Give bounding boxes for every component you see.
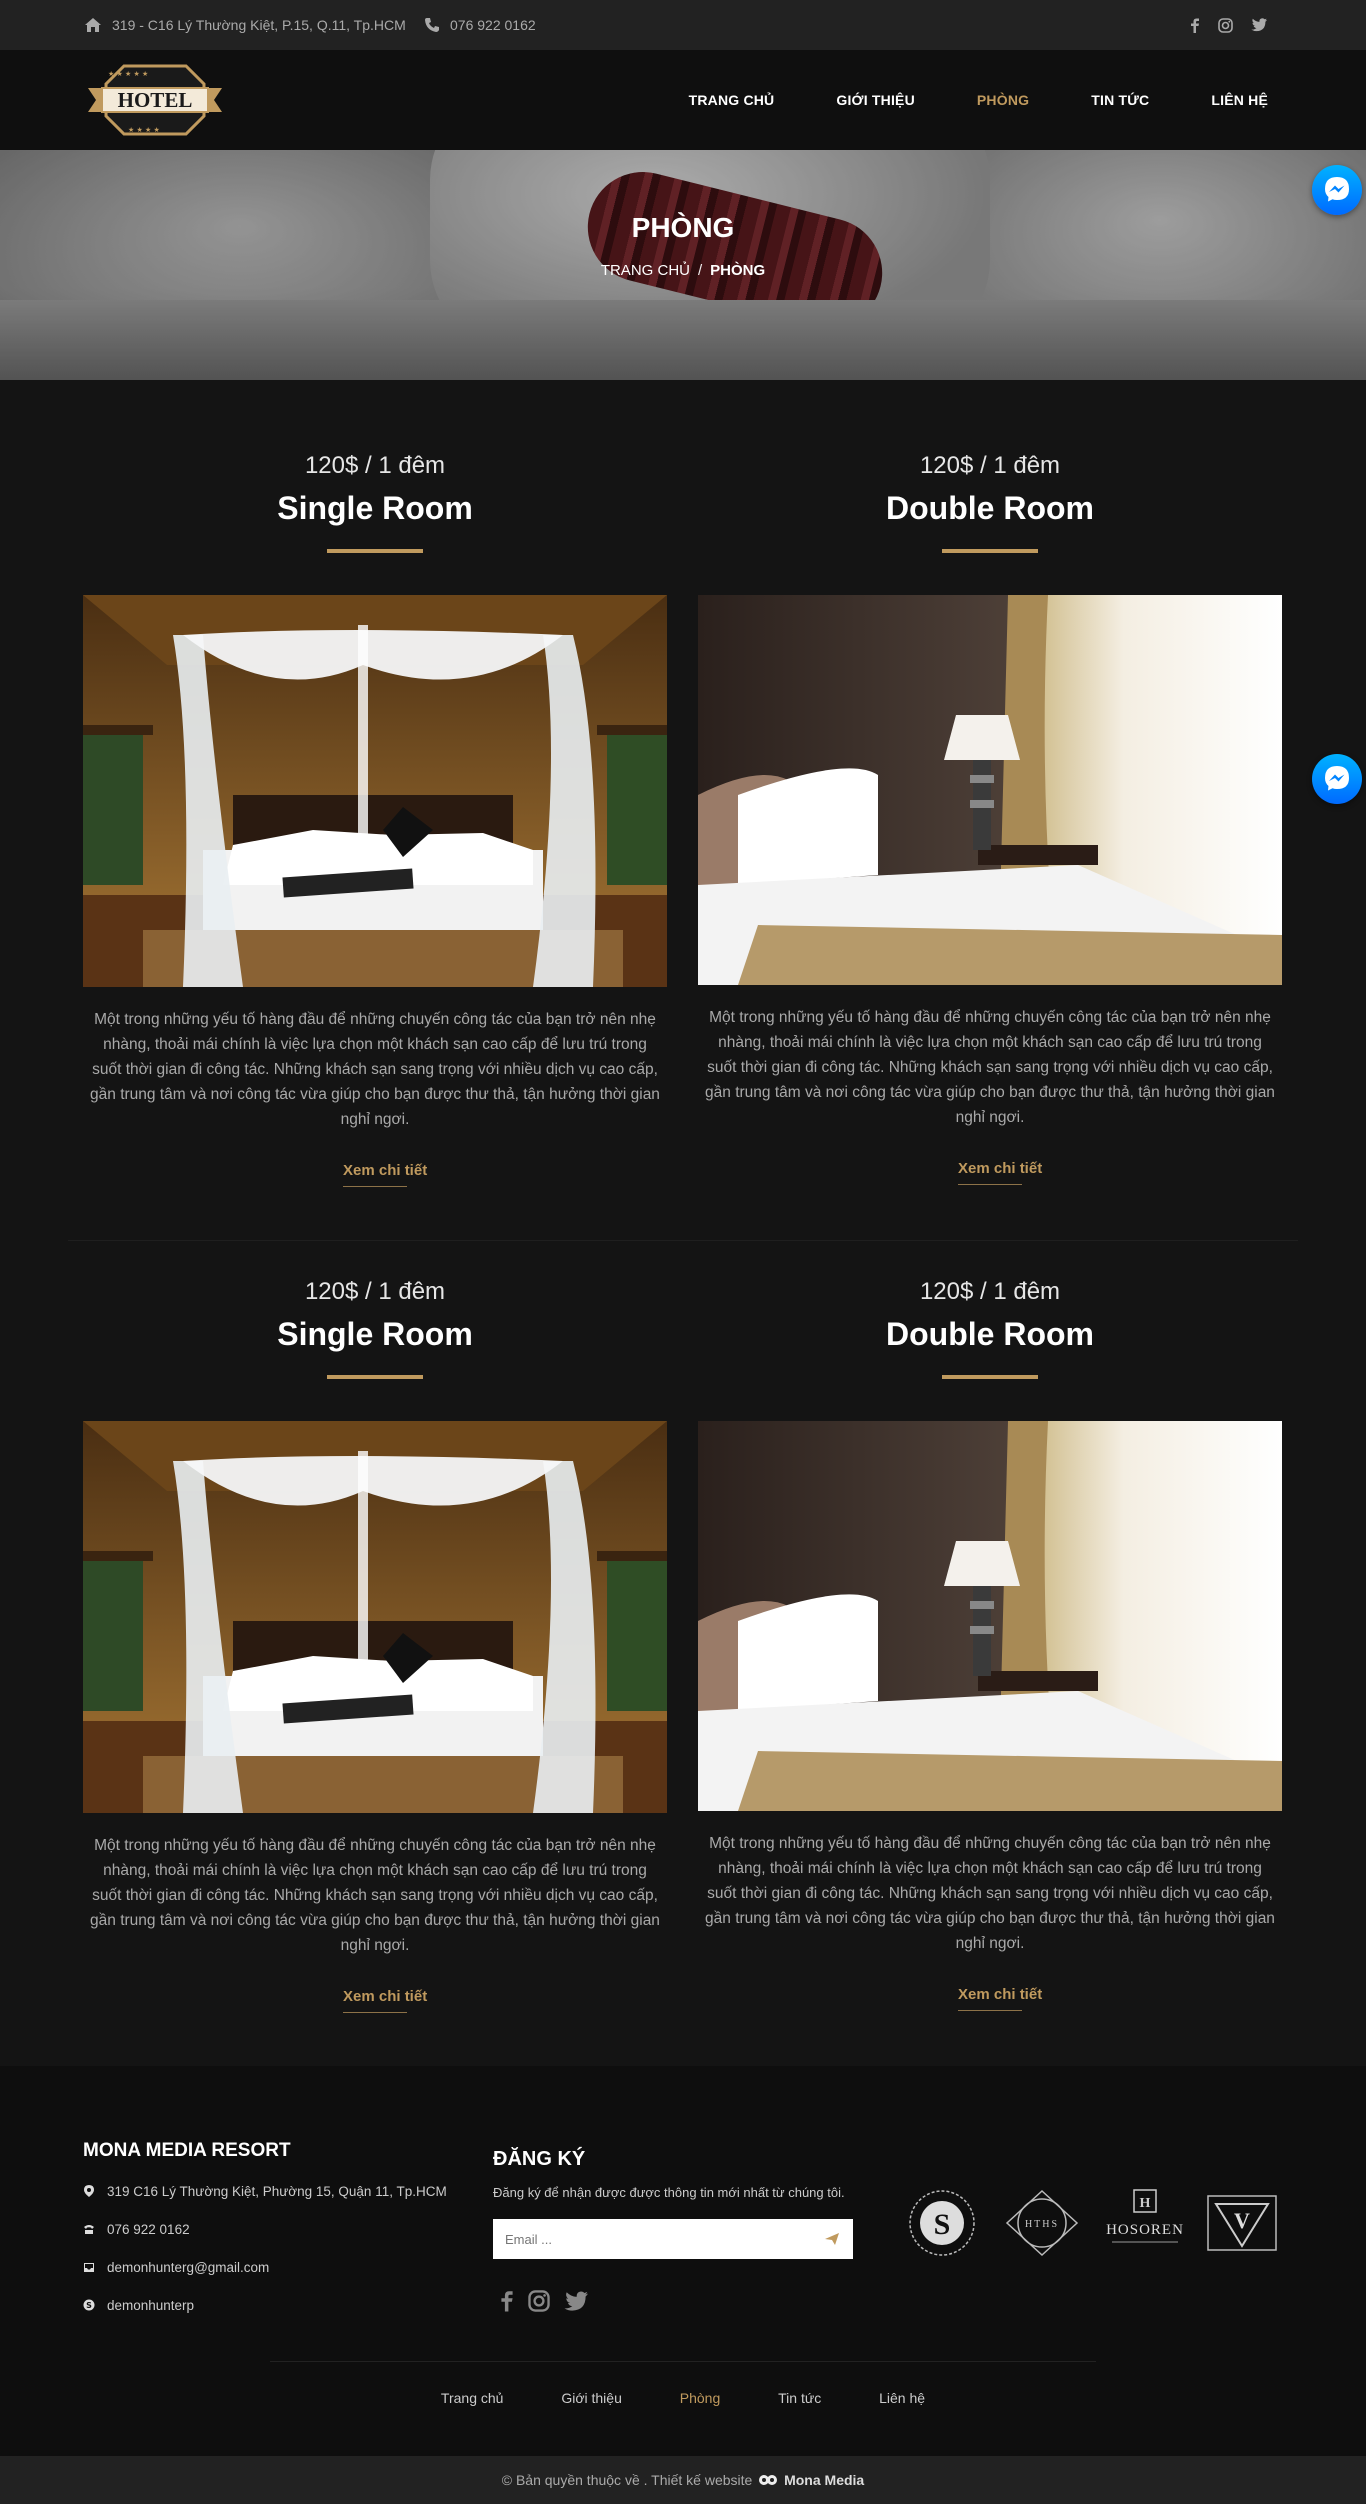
view-details-link[interactable]: Xem chi tiết <box>343 1988 428 2005</box>
main-nav <box>627 50 1268 150</box>
topbar-address: 319 - C16 Lý Thường Kiệt, P.15, Q.11, Tp.HCM <box>84 17 406 33</box>
footer-nav-trang-chu[interactable]: Trang chủ <box>440 2390 504 2406</box>
subscribe-title: ĐĂNG KÝ <box>493 2148 586 2170</box>
svg-text:★ ★ ★ ★: ★ ★ ★ ★ <box>128 126 160 134</box>
send-icon[interactable] <box>825 2233 839 2245</box>
twitter-icon[interactable] <box>1251 18 1267 32</box>
view-details-link[interactable]: Xem chi tiết <box>958 1160 1043 1177</box>
room-price: 120$ / 1 đêm <box>919 1278 1061 1305</box>
footer-phone: 076 922 0162 <box>83 2210 447 2248</box>
partner-logo-hths <box>1002 2188 1082 2263</box>
view-details-link[interactable]: Xem chi tiết <box>343 1162 428 1179</box>
breadcrumb-home[interactable]: TRANG CHỦ <box>600 262 690 279</box>
messenger-chat-button-2[interactable] <box>1312 754 1362 804</box>
hotel-logo[interactable] <box>88 62 222 138</box>
footer-nav <box>0 2390 1366 2406</box>
room-price: 120$ / 1 đêm <box>304 1278 446 1305</box>
room-price: 120$ / 1 đêm <box>304 452 446 479</box>
room-description: Một trong những yếu tố hàng đầu để những chuyến công tác của bạn trở nên nhẹ nhàng, thoải mái chính là việc lựa chọn một khách sạn cao cấp để lưu trú trong suốt thời gian đi công tác. Những khách sạn sang trọng với nhiều dịch vụ cao cấp, gần trung tâm và nơi công tác vừa giúp cho bạn được thư thả, tận hưởng thời gian nghỉ ngơi. <box>90 1837 660 1954</box>
room-image-single[interactable] <box>83 595 667 987</box>
room-description: Một trong những yếu tố hàng đầu để những chuyến công tác của bạn trở nên nhẹ nhàng, thoải mái chính là việc lựa chọn một khách sạn cao cấp để lưu trú trong suốt thời gian đi công tác. Những khách sạn sang trọng với nhiều dịch vụ cao cấp, gần trung tâm và nơi công tác vừa giúp cho bạn được thư thả, tận hưởng thời gian nghỉ ngơi. <box>705 1835 1275 1952</box>
room-name: Single Room <box>277 1316 473 1352</box>
map-marker-icon <box>83 2185 95 2197</box>
title-underline <box>942 549 1038 553</box>
subscribe-text: Đăng ký để nhận được được thông tin mới nhất từ chúng tôi. <box>493 2185 845 2200</box>
svg-text:S: S <box>933 2208 951 2241</box>
partner-logo-s <box>902 2188 982 2263</box>
svg-text:HOSOREN: HOSOREN <box>1106 2222 1184 2238</box>
title-underline <box>327 1375 423 1379</box>
phone-icon <box>424 17 440 33</box>
footer-email: demonhunterg@gmail.com <box>83 2248 447 2286</box>
nav-tin-tuc[interactable]: TIN TỨC <box>1091 92 1150 108</box>
room-image-single[interactable] <box>83 1421 667 1813</box>
footer-skype: S demonhunterp <box>83 2286 447 2324</box>
room-card-double-1 <box>698 452 1282 1177</box>
svg-text:H: H <box>1139 2196 1151 2211</box>
footer-nav-tin-tuc[interactable]: Tin tức <box>778 2390 822 2406</box>
room-card-double-2 <box>698 1278 1282 2003</box>
facebook-icon[interactable] <box>500 2289 514 2313</box>
telephone-icon <box>83 2223 95 2235</box>
footer-nav-phong[interactable]: Phòng <box>679 2390 721 2406</box>
instagram-icon[interactable] <box>1218 18 1233 33</box>
footer-social <box>500 2289 588 2313</box>
skype-icon <box>83 2299 95 2311</box>
room-price: 120$ / 1 đêm <box>919 452 1061 479</box>
footer-nav-lien-he[interactable]: Liên hệ <box>879 2390 926 2406</box>
copyright-bar: © Bản quyền thuộc về . Thiết kế website Mona Media <box>0 2456 1366 2504</box>
room-name: Single Room <box>277 490 473 526</box>
room-description: Một trong những yếu tố hàng đầu để những chuyến công tác của bạn trở nên nhẹ nhàng, thoải mái chính là việc lựa chọn một khách sạn cao cấp để lưu trú trong suốt thời gian đi công tác. Những khách sạn sang trọng với nhiều dịch vụ cao cấp, gần trung tâm và nơi công tác vừa giúp cho bạn được thư thả, tận hưởng thời gian nghỉ ngơi. <box>90 1011 660 1128</box>
svg-text:HTHS: HTHS <box>1024 2219 1060 2230</box>
topbar-phone: 076 922 0162 <box>424 17 536 33</box>
breadcrumb: TRANG CHỦ / PHÒNG <box>600 262 766 279</box>
nav-phong[interactable]: PHÒNG <box>976 92 1030 108</box>
section-divider <box>68 1240 1298 1241</box>
room-name: Double Room <box>886 1316 1094 1352</box>
room-image-double[interactable] <box>698 595 1282 985</box>
mona-media-link[interactable]: Mona Media <box>784 2472 865 2488</box>
svg-text:★ ★ ★ ★ ★: ★ ★ ★ ★ ★ <box>108 70 149 78</box>
messenger-icon <box>1312 754 1362 804</box>
room-image-double[interactable] <box>698 1421 1282 1811</box>
inbox-icon <box>83 2261 95 2273</box>
breadcrumb-current: PHÒNG <box>710 262 766 279</box>
messenger-icon <box>1312 165 1362 215</box>
title-underline <box>942 1375 1038 1379</box>
footer-subscribe <box>493 2148 873 2200</box>
partner-logo-hosoren <box>1100 2188 1190 2263</box>
footer-divider <box>270 2361 1096 2362</box>
title-underline <box>327 549 423 553</box>
svg-text:HOTEL: HOTEL <box>117 88 193 112</box>
footer-nav-gioi-thieu[interactable]: Giới thiệu <box>561 2390 622 2406</box>
footer-address: 319 C16 Lý Thường Kiệt, Phường 15, Quận 11, Tp.HCM <box>83 2172 447 2210</box>
footer-contact <box>83 2140 447 2324</box>
room-description: Một trong những yếu tố hàng đầu để những chuyến công tác của bạn trở nên nhẹ nhàng, thoải mái chính là việc lựa chọn một khách sạn cao cấp để lưu trú trong suốt thời gian đi công tác. Những khách sạn sang trọng với nhiều dịch vụ cao cấp, gần trung tâm và nơi công tác vừa giúp cho bạn được thư thả, tận hưởng thời gian nghỉ ngơi. <box>705 1009 1275 1126</box>
footer-company-name: MONA MEDIA RESORT <box>83 2140 291 2161</box>
page-hero-banner <box>0 150 1366 380</box>
nav-gioi-thieu[interactable]: GIỚI THIỆU <box>836 92 915 108</box>
svg-text:S: S <box>86 2301 92 2310</box>
nav-trang-chu[interactable]: TRANG CHỦ <box>688 92 775 108</box>
messenger-chat-button[interactable] <box>1312 165 1362 215</box>
instagram-icon[interactable] <box>528 2290 550 2312</box>
room-name: Double Room <box>886 490 1094 526</box>
main-header <box>0 50 1366 150</box>
page-title: PHÒNG <box>631 212 735 243</box>
home-icon <box>84 17 102 33</box>
room-card-single-2 <box>83 1278 667 2005</box>
room-card-single-1 <box>83 452 667 1179</box>
facebook-icon[interactable] <box>1190 18 1200 33</box>
svg-text:V: V <box>1234 2208 1250 2233</box>
top-bar <box>0 0 1366 50</box>
mona-media-logo-icon <box>758 2474 778 2486</box>
view-details-link[interactable]: Xem chi tiết <box>958 1986 1043 2003</box>
partner-logo-v <box>1202 2188 1282 2263</box>
email-input[interactable] <box>493 2219 853 2259</box>
twitter-icon[interactable] <box>564 2291 588 2312</box>
topbar-social <box>1190 18 1267 33</box>
nav-lien-he[interactable]: LIÊN HỆ <box>1211 92 1268 108</box>
